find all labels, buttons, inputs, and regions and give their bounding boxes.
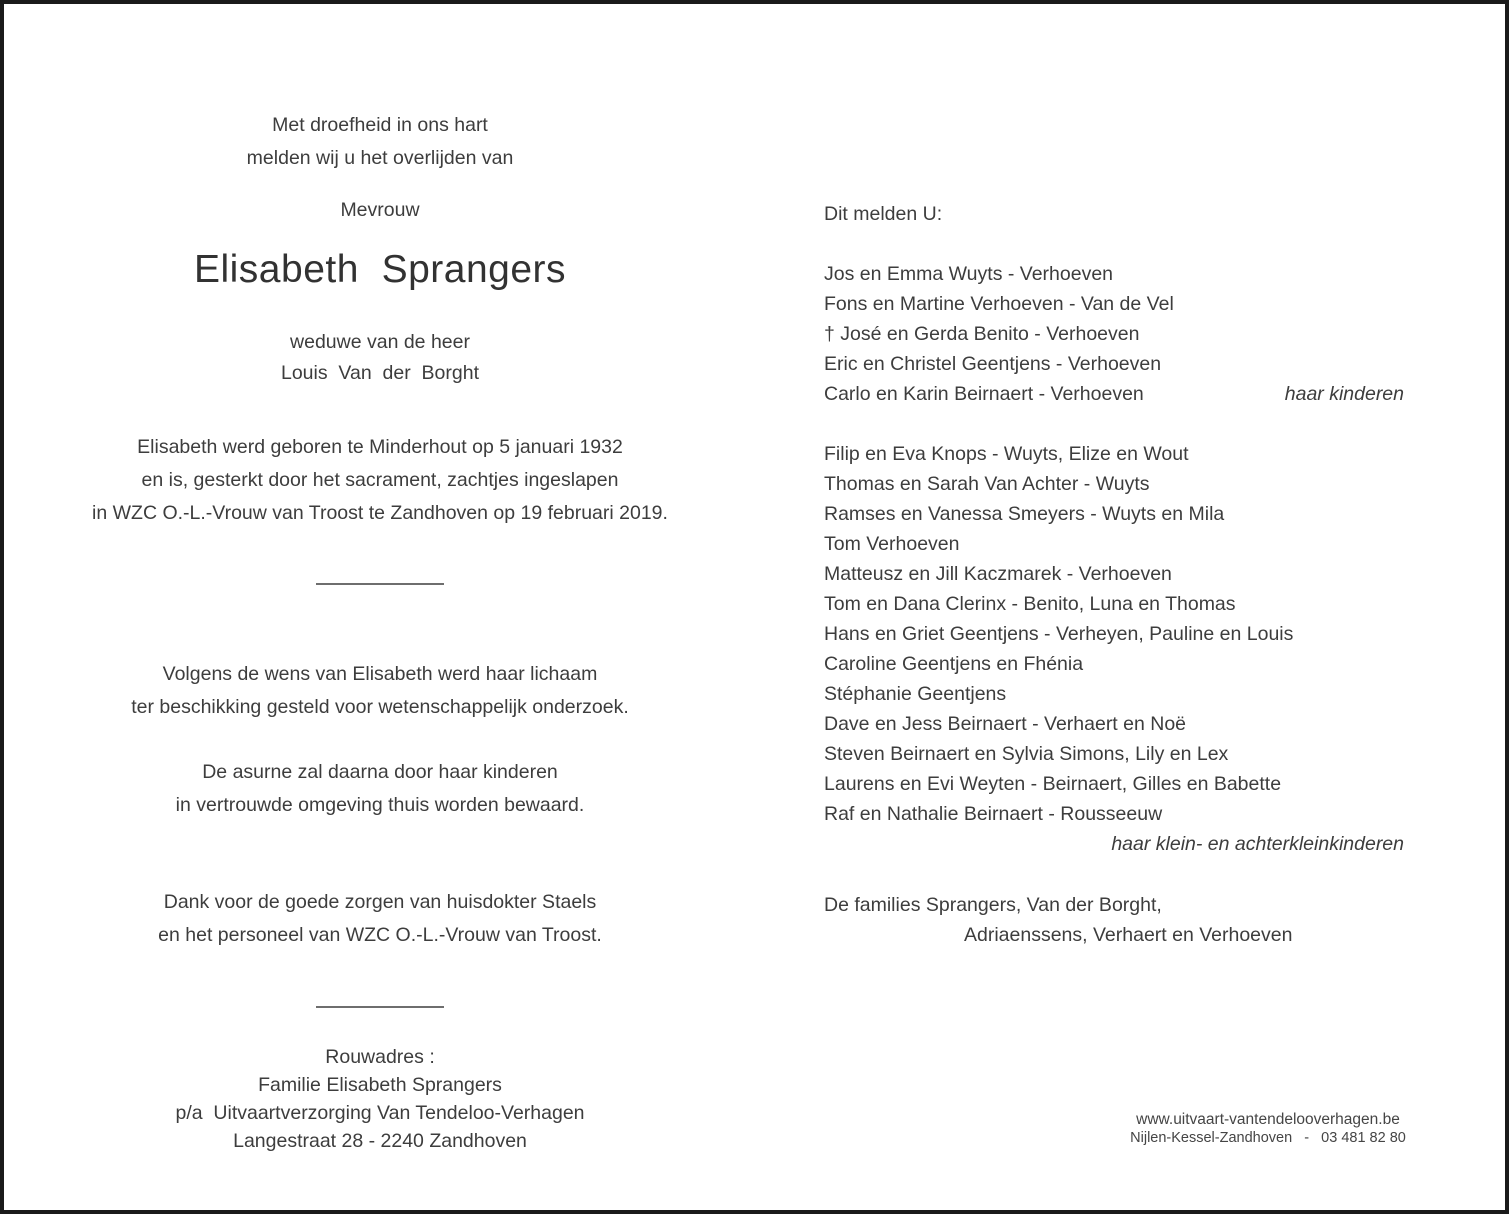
mourning-address-family: Familie Elisabeth Sprangers bbox=[258, 1074, 502, 1096]
widow-line-1: weduwe van de heer bbox=[290, 331, 470, 353]
grandchild-entry: Matteusz en Jill Kaczmarek - Verhoeven bbox=[824, 563, 1172, 585]
salutation: Mevrouw bbox=[340, 199, 420, 221]
wish-block bbox=[4, 658, 756, 724]
mourning-address-care-of: p/a Uitvaartverzorging Van Tendeloo-Verhagen bbox=[175, 1102, 585, 1124]
deceased-name: Elisabeth Sprangers bbox=[193, 248, 567, 291]
grandchildren-list bbox=[824, 439, 1404, 859]
divider-line-top bbox=[316, 583, 444, 585]
grandchild-entry: Thomas en Sarah Van Achter - Wuyts bbox=[824, 473, 1150, 495]
grandchild-entry: Laurens en Evi Weyten - Beirnaert, Gilles en Babette bbox=[824, 773, 1282, 795]
funeral-home-location-phone: Nijlen-Kessel-Zandhoven - 03 481 82 80 bbox=[1130, 1130, 1406, 1146]
grandchild-entry: Dave en Jess Beirnaert - Verhaert en Noë bbox=[824, 713, 1187, 735]
mourning-address-street: Langestraat 28 - 2240 Zandhoven bbox=[233, 1130, 527, 1152]
intro-line-1: Met droefheid in ons hart bbox=[272, 114, 488, 136]
urn-block bbox=[4, 756, 756, 822]
urn-line-2: in vertrouwde omgeving thuis worden bewaard. bbox=[175, 794, 585, 816]
grandchild-entry: Caroline Geentjens en Fhénia bbox=[824, 653, 1084, 675]
child-entry: † José en Gerda Benito - Verhoeven bbox=[824, 323, 1140, 345]
announcers-heading-block bbox=[824, 199, 1404, 229]
widow-line-2: Louis Van der Borght bbox=[280, 362, 479, 384]
birth-line-3: in WZC O.-L.-Vrouw van Troost te Zandhoven op 19 februari 2019. bbox=[92, 502, 668, 524]
child-entry: Jos en Emma Wuyts - Verhoeven bbox=[824, 263, 1114, 285]
widow-block bbox=[4, 327, 756, 389]
child-entry: Carlo en Karin Beirnaert - Verhoeven bbox=[824, 383, 1144, 405]
thanks-line-2: en het personeel van WZC O.-L.-Vrouw van Troost. bbox=[158, 924, 602, 946]
grandchild-entry: Steven Beirnaert en Sylvia Simons, Lily en Lex bbox=[824, 743, 1229, 765]
wish-line-2: ter beschikking gesteld voor wetenschappelijk onderzoek. bbox=[131, 696, 629, 718]
deceased-name-block bbox=[4, 248, 756, 292]
families-line-1: De families Sprangers, Van der Borght, bbox=[824, 894, 1162, 916]
grandchild-entry: Hans en Griet Geentjens - Verheyen, Pauline en Louis bbox=[824, 623, 1294, 645]
child-entry-row bbox=[824, 379, 1404, 409]
children-relation-label: haar kinderen bbox=[1284, 383, 1404, 405]
wish-line-1: Volgens de wens van Elisabeth werd haar lichaam bbox=[162, 663, 598, 685]
intro-block bbox=[4, 109, 756, 175]
birth-block bbox=[4, 431, 756, 530]
funeral-home-footer bbox=[1126, 1110, 1410, 1148]
grandchild-entry: Raf en Nathalie Beirnaert - Rousseeuw bbox=[824, 803, 1163, 825]
urn-line-1: De asurne zal daarna door haar kinderen bbox=[202, 761, 558, 783]
intro-line-2: melden wij u het overlijden van bbox=[246, 147, 514, 169]
child-entry: Eric en Christel Geentjens - Verhoeven bbox=[824, 353, 1162, 375]
grandchildren-relation-label: haar klein- en achterkleinkinderen bbox=[1111, 833, 1404, 855]
thanks-line-1: Dank voor de goede zorgen van huisdokter Staels bbox=[163, 891, 597, 913]
funeral-home-website: www.uitvaart-vantendelooverhagen.be bbox=[1136, 1111, 1400, 1128]
families-line-2: Adriaenssens, Verhaert en Verhoeven bbox=[964, 924, 1293, 946]
grandchild-entry: Tom Verhoeven bbox=[824, 533, 960, 555]
birth-line-1: Elisabeth werd geboren te Minderhout op 5 januari 1932 bbox=[137, 436, 623, 458]
grandchild-entry: Ramses en Vanessa Smeyers - Wuyts en Mila bbox=[824, 503, 1225, 525]
grandchild-entry: Tom en Dana Clerinx - Benito, Luna en Thomas bbox=[824, 593, 1236, 615]
mourning-address-label: Rouwadres : bbox=[325, 1046, 435, 1068]
grandchild-entry: Filip en Eva Knops - Wuyts, Elize en Wout bbox=[824, 443, 1189, 465]
children-list bbox=[824, 259, 1404, 409]
grandchild-entry: Stéphanie Geentjens bbox=[824, 683, 1007, 705]
divider-line-bottom bbox=[316, 1006, 444, 1008]
birth-line-2: en is, gesterkt door het sacrament, zachtjes ingeslapen bbox=[141, 469, 619, 491]
child-entry: Fons en Martine Verhoeven - Van de Vel bbox=[824, 293, 1174, 315]
mourning-address-block bbox=[4, 1043, 756, 1155]
announcers-heading: Dit melden U: bbox=[824, 203, 943, 225]
salutation-block bbox=[4, 194, 756, 227]
families-block bbox=[824, 890, 1404, 950]
thanks-block bbox=[4, 886, 756, 952]
